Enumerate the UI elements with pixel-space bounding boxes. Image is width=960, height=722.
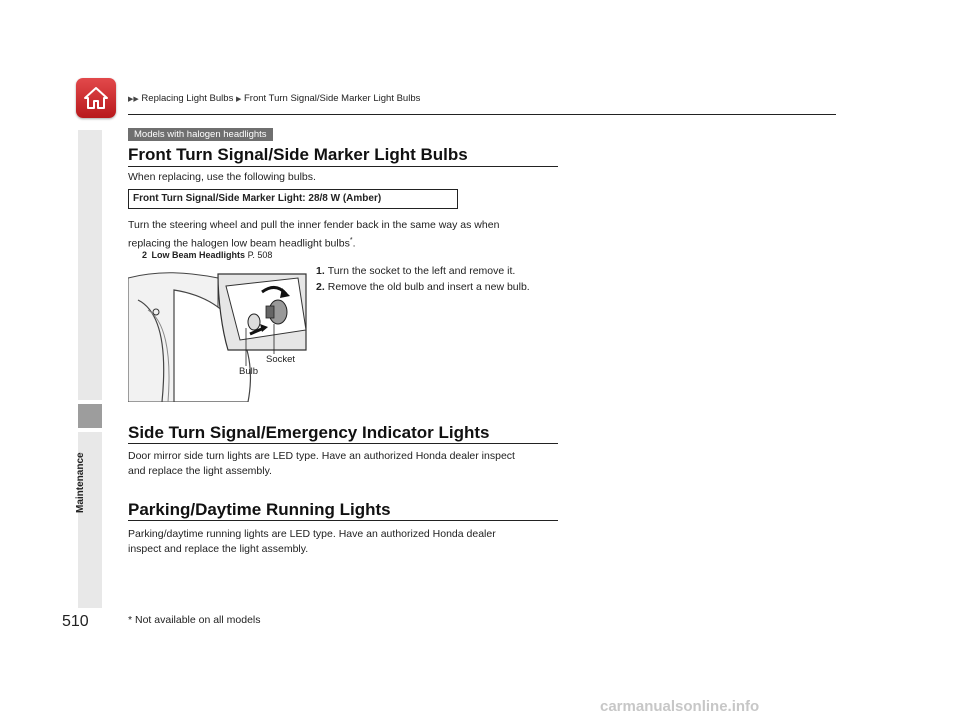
section-divider (128, 166, 558, 167)
section-title-parking-daytime: Parking/Daytime Running Lights (128, 500, 391, 519)
section-title-side-turn-signal: Side Turn Signal/Emergency Indicator Lights (128, 423, 490, 442)
model-tag: Models with halogen headlights (128, 128, 273, 141)
breadcrumb-arrow-icon: ▶▶ (128, 96, 139, 103)
footnote-mark: * (349, 237, 353, 244)
reference-arrow-icon: 2 (142, 250, 148, 260)
header-divider (128, 114, 836, 115)
step-item (316, 280, 530, 295)
paragraph-line: and replace the light assembly. (128, 465, 272, 477)
step-text: Turn the socket to the left and remove it. (327, 265, 516, 277)
sidebar-tab-active[interactable] (78, 404, 102, 428)
section-divider (128, 443, 558, 444)
footnote: * Not available on all models (128, 614, 261, 626)
home-icon (83, 85, 109, 111)
paragraph-line: Door mirror side turn lights are LED type. Have an authorized Honda dealer inspect (128, 450, 515, 462)
instruction-line-1: Turn the steering wheel and pull the inner fender back in the same way as when (128, 219, 500, 231)
watermark: carmanualsonline.info (600, 698, 760, 715)
reference-label: Low Beam Headlights (151, 250, 246, 260)
sidebar-tab-upper (78, 130, 102, 400)
bulb-spec-box: Front Turn Signal/Side Marker Light: 28/8 W (Amber) (128, 189, 458, 209)
sidebar-section-label: Maintenance (75, 452, 86, 514)
instruction-text: Turn the steering wheel and pull the inner fender back in the same way as when replacing the halogen low beam headlight bulbs*. (128, 219, 500, 250)
step-text: Remove the old bulb and insert a new bulb. (327, 281, 530, 293)
breadcrumb-item-replacing-light-bulbs[interactable]: Replacing Light Bulbs (141, 93, 234, 104)
section-divider (128, 520, 558, 521)
paragraph-line: Parking/daytime running lights are LED type. Have an authorized Honda dealer (128, 528, 496, 540)
breadcrumb (128, 93, 420, 104)
page-number: 510 (62, 613, 89, 630)
callout-socket: Socket (266, 354, 296, 365)
paragraph-line: inspect and replace the light assembly. (128, 543, 309, 555)
side-turn-signal-text (128, 449, 515, 479)
section-title-front-turn-signal: Front Turn Signal/Side Marker Light Bulbs (128, 145, 468, 164)
cross-reference-link[interactable] (142, 250, 272, 260)
breadcrumb-item-current: Front Turn Signal/Side Marker Light Bulbs (244, 93, 421, 104)
bulb-replacement-illustration (128, 270, 308, 402)
step-number: 2. (316, 281, 325, 293)
home-button[interactable] (76, 78, 116, 118)
instruction-line-2: replacing the halogen low beam headlight bulbs (128, 237, 350, 250)
step-item (316, 264, 515, 279)
callout-bulb: Bulb (239, 366, 259, 377)
parking-lights-text (128, 527, 496, 557)
step-number: 1. (316, 265, 325, 277)
reference-page: P. 508 (247, 250, 273, 260)
intro-text: When replacing, use the following bulbs. (128, 171, 316, 183)
breadcrumb-arrow-icon: ▶ (235, 96, 242, 103)
